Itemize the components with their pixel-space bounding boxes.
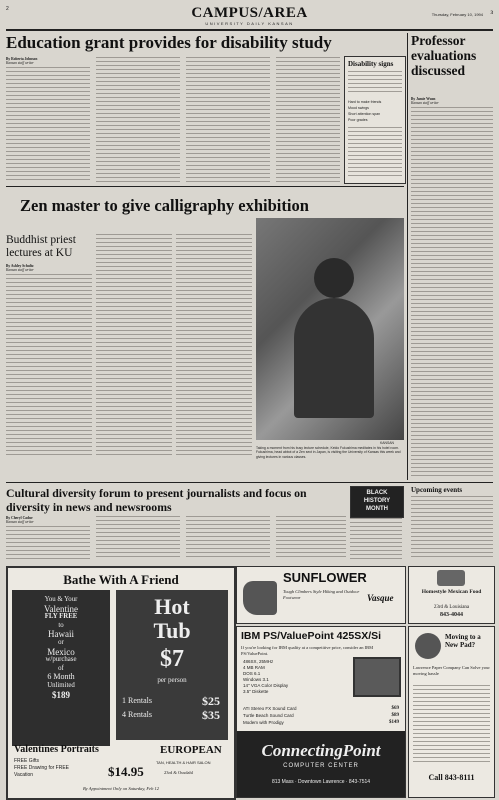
photo-credit: KANSAN: [380, 441, 394, 445]
feature-subhead: Buddhist priest lectures at KU: [6, 234, 76, 259]
story1-byline: By Roberta Johnson: [6, 57, 38, 61]
hot-tub-price: $7: [160, 646, 184, 672]
masthead: [6, 4, 493, 28]
european-address: 23rd & Ousdahl: [164, 770, 193, 775]
rental-price-1: $25: [202, 694, 220, 708]
connecting-point-logo: ConnectingPoint: [261, 741, 381, 760]
story1-credit: Kansan staff writer: [6, 61, 34, 65]
story2-headline: Professor evaluations discussed: [411, 33, 477, 78]
story1-headline: Education grant provides for disability study: [6, 33, 332, 52]
disability-signs-box: [344, 56, 406, 184]
story1-body-col4: [276, 57, 340, 182]
list-item: Short attention span: [348, 112, 381, 116]
right-column-rule: [407, 33, 408, 480]
sunflower-logo: SUNFLOWER: [283, 570, 367, 585]
portrait-price: $14.95: [108, 764, 144, 779]
ad-line: Hawaii: [48, 629, 74, 640]
page-label: 2: [6, 6, 9, 12]
ad-line: w/purchase: [45, 656, 77, 664]
homestyle-ad: [408, 566, 495, 624]
valentine-panel: [12, 590, 110, 746]
price-line: $69: [391, 706, 399, 711]
european-logo: EUROPEAN: [160, 744, 222, 756]
feature-body-col3: [176, 234, 252, 458]
spec-line: Windows 3.1: [243, 677, 269, 682]
upcoming-events-list: [411, 496, 493, 560]
ad-line: or: [58, 638, 64, 646]
ad-footer: By Appointment Only on Saturday, Feb 12: [82, 786, 160, 791]
story2-byline: By Jamie Wuon: [411, 97, 436, 101]
price-line: $89: [391, 713, 399, 718]
ibm-title: IBM PS/ValuePoint 425SX/Si: [241, 630, 382, 642]
sidebar-title: Disability signs: [348, 60, 394, 68]
hot-word: Hot: [154, 594, 190, 619]
story1-body-col2: [96, 57, 180, 182]
addon-line: ATI Stereo FX Sound Card: [243, 706, 297, 711]
moving-call: Call 843-8111: [428, 773, 475, 782]
connecting-point-sub: COMPUTER CENTER: [283, 763, 359, 769]
vasque-logo: Vasque: [367, 593, 394, 603]
ad-line: Unlimited: [47, 681, 75, 689]
spec-line: 486SX, 25MHz: [243, 659, 274, 664]
moving-headline: Moving to a New Pad?: [445, 633, 481, 649]
rental-2: 4 Rentals: [122, 710, 152, 719]
ad-line: of: [58, 664, 64, 672]
ad-line: Valentine: [44, 603, 78, 614]
ad-line: $189: [52, 689, 70, 700]
feature-line: Vacation: [14, 772, 34, 778]
homestyle-graphic: [437, 570, 465, 586]
addon-line: Modem with Prodigy: [243, 720, 284, 725]
ad-title: Bathe With A Friend: [63, 572, 179, 587]
ibm-intro: If you're looking for IBM quality at a competitive price, consider an IBM PS/ValuePoint.: [241, 645, 374, 656]
sunflower-tagline: Tough Climbers Style Hiking and Outdoor Footwear: [283, 589, 360, 600]
connecting-point-address: 813 Mass · Downtown Lawrence · 843-7514: [271, 779, 371, 785]
computer-graphic: [353, 657, 401, 697]
section-rule-1: [6, 186, 404, 187]
homestyle-brand: Homestyle Mexican Food: [421, 589, 482, 595]
bathe-with-a-friend-ad: [6, 566, 236, 800]
addon-line: Turtle Beach Sound Card: [243, 713, 294, 718]
masthead-title: CAMPUS/AREA: [191, 5, 308, 21]
feature-body-col2: [96, 234, 172, 458]
ibm-ad: [236, 626, 406, 798]
ad-line: You & Your: [44, 596, 78, 603]
hot-tub-panel: [116, 590, 228, 740]
spec-line: 4 MB RAM: [243, 665, 265, 670]
logo-line: MONTH: [366, 506, 388, 512]
feature-line: FREE Drawing for FREE: [14, 765, 70, 771]
feature-line: FREE Gifts: [14, 758, 40, 764]
tub-word: Tub: [153, 618, 191, 643]
section-rule-2: [6, 482, 493, 483]
moving-ad: [408, 626, 495, 798]
homestyle-address: 23rd & Louisiana: [433, 605, 470, 610]
story3-body-col2: [96, 516, 180, 560]
masthead-date: Thursday, February 10, 1994: [431, 12, 483, 17]
ad-line: 6 Month: [47, 672, 75, 682]
story3-body-col1: [6, 526, 90, 560]
sunflower-ad: [236, 566, 406, 624]
page-number: 3: [490, 11, 493, 16]
ibm-prices: [369, 705, 399, 726]
feature-headline: Zen master to give calligraphy exhibition: [20, 196, 309, 215]
list-item: Mood swings: [348, 106, 369, 110]
rental-price-2: $35: [202, 708, 220, 722]
story3-body-col3: [186, 516, 270, 560]
story1-body-col1: [6, 67, 90, 182]
story1-body-col3: [186, 57, 270, 182]
list-item: Poor grades: [348, 118, 368, 122]
upcoming-events-title: Upcoming events: [411, 486, 463, 494]
logo-line: HISTORY: [363, 498, 391, 504]
homestyle-phone: 843-4044: [440, 612, 463, 618]
photo-caption: Taking a moment from his busy lecture schedule, Keido Fukushima meditates in his hotel room. Fukushima, head abbot of a Zen sect in Japan, is visiting the University of Kansas this week and giving lectures in various classes.: [256, 446, 401, 459]
ibm-specs: [243, 659, 343, 695]
spec-line: 3.5" Diskette: [243, 689, 269, 694]
photo-figure: [314, 258, 354, 298]
valentines-portraits: Valentines Portraits: [14, 744, 99, 755]
story3-byline: By Cheryl Cadue: [6, 516, 33, 520]
ad-line: to: [58, 621, 64, 629]
moving-graphic: [415, 633, 441, 659]
photo-robe: [294, 298, 374, 418]
spec-line: DOS 6.1: [243, 671, 261, 676]
sidebar-intro: [348, 71, 402, 95]
story2-credit: Kansan staff writer: [411, 101, 439, 105]
hot-tub-per: per person: [157, 676, 187, 684]
moving-sub: Lawrence Paper Company Can Solve your moving hassle: [413, 665, 490, 676]
black-history-month-logo: [350, 486, 404, 518]
feature-byline: By Ashley Schultz: [6, 264, 34, 268]
european-sub: TAN, HEALTH & HAIR SALON: [156, 760, 211, 765]
story3-headline: Cultural diversity forum to present journalists and focus on diversity in news and newsrooms: [6, 486, 307, 514]
story3-credit: Kansan staff writer: [6, 520, 34, 524]
boot-graphic: [243, 581, 277, 615]
masthead-rule: [6, 29, 493, 31]
story2-body: [411, 107, 493, 479]
sidebar-list: [348, 99, 402, 123]
zen-master-photo: [256, 218, 404, 440]
ad-line: Mexico: [47, 646, 75, 657]
feature-body-col1: [6, 274, 92, 458]
rental-1: 1 Rentals: [122, 696, 152, 705]
spec-line: 14" VGA Color Display: [243, 683, 289, 688]
story3-body-col4: [276, 516, 346, 560]
feature-credit: Kansan staff writer: [6, 268, 34, 272]
masthead-subtitle: UNIVERSITY DAILY KANSAN: [205, 21, 294, 26]
ad-line: FLY FREE: [44, 613, 78, 621]
ibm-addons: [243, 705, 363, 726]
logo-line: BLACK: [366, 490, 388, 496]
moving-body: [413, 685, 490, 765]
ad-features: [14, 758, 114, 779]
price-line: $149: [389, 720, 399, 725]
sidebar-more: [348, 127, 402, 179]
story3-body-col5: [350, 518, 402, 560]
list-item: Hard to make friends: [348, 100, 382, 104]
connecting-point-banner: [237, 731, 405, 797]
